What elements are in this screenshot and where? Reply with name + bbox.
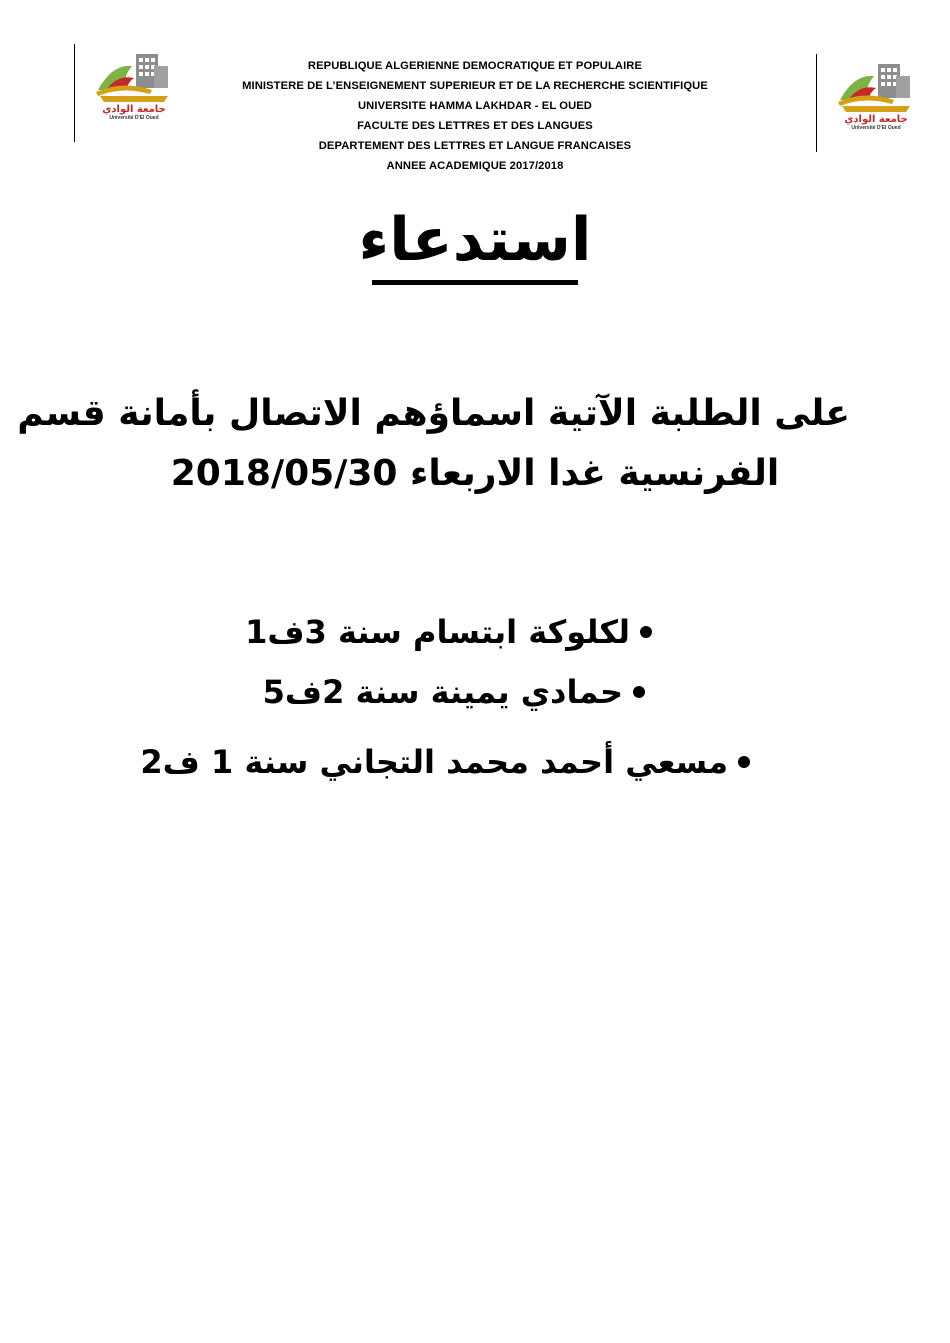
header-line-ministry: MINISTERE DE L’ENSEIGNEMENT SUPERIEUR ET DE LA RECHERCHE SCIENTIFIQUE	[242, 80, 708, 92]
university-logo-right	[834, 60, 918, 130]
logo-arabic-name: جامعة الوادي	[844, 114, 908, 125]
announcement-line-1: على الطلبة الآتية اسماؤهم الاتصال بأمانة قسم	[17, 393, 850, 434]
list-item	[263, 664, 645, 720]
announcement	[17, 384, 850, 504]
header-line-republic: REPUBLIQUE ALGERIENNE DEMOCRATIQUE ET POPULAIRE	[307, 60, 643, 72]
announcement-date: 2018/05/30	[170, 453, 398, 494]
logo-arabic-name: جامعة الوادي	[102, 104, 166, 115]
logo-latin-name: Université D'El Oued	[109, 115, 159, 120]
header-line-faculty: FACULTE DES LETTRES ET DES LANGUES	[357, 120, 593, 132]
bullet-icon	[640, 626, 652, 638]
list-item	[140, 734, 750, 790]
logo-latin-name: Université D'El Oued	[851, 125, 901, 130]
header-divider-left	[74, 44, 75, 142]
title-underline	[372, 280, 578, 285]
header-line-department: DEPARTEMENT DES LETTRES ET LANGUE FRANCAISES	[318, 140, 632, 152]
bullet-icon	[633, 686, 645, 698]
student-entry: مسعي أحمد محمد التجاني سنة 1 ف2	[140, 743, 728, 781]
header-line-academic-year: ANNEE ACADEMIQUE 2017/2018	[386, 160, 564, 172]
header-divider-right	[816, 54, 817, 152]
announcement-line-2	[100, 444, 850, 504]
university-logo-graphic	[834, 60, 918, 130]
document-title: استدعاء	[358, 205, 592, 275]
bullet-icon	[738, 756, 750, 768]
institution-header	[200, 56, 750, 176]
student-entry: حمادي يمينة سنة 2ف5	[262, 673, 623, 711]
announcement-line-2-text: الفرنسية غدا الاربعاء	[409, 453, 780, 494]
header-line-university: UNIVERSITE HAMMA LAKHDAR - EL OUED	[358, 100, 592, 112]
university-logo-left	[92, 50, 176, 120]
list-item	[245, 604, 652, 660]
university-logo-graphic	[92, 50, 176, 120]
student-entry: لكلوكة ابتسام سنة 3ف1	[245, 613, 630, 651]
